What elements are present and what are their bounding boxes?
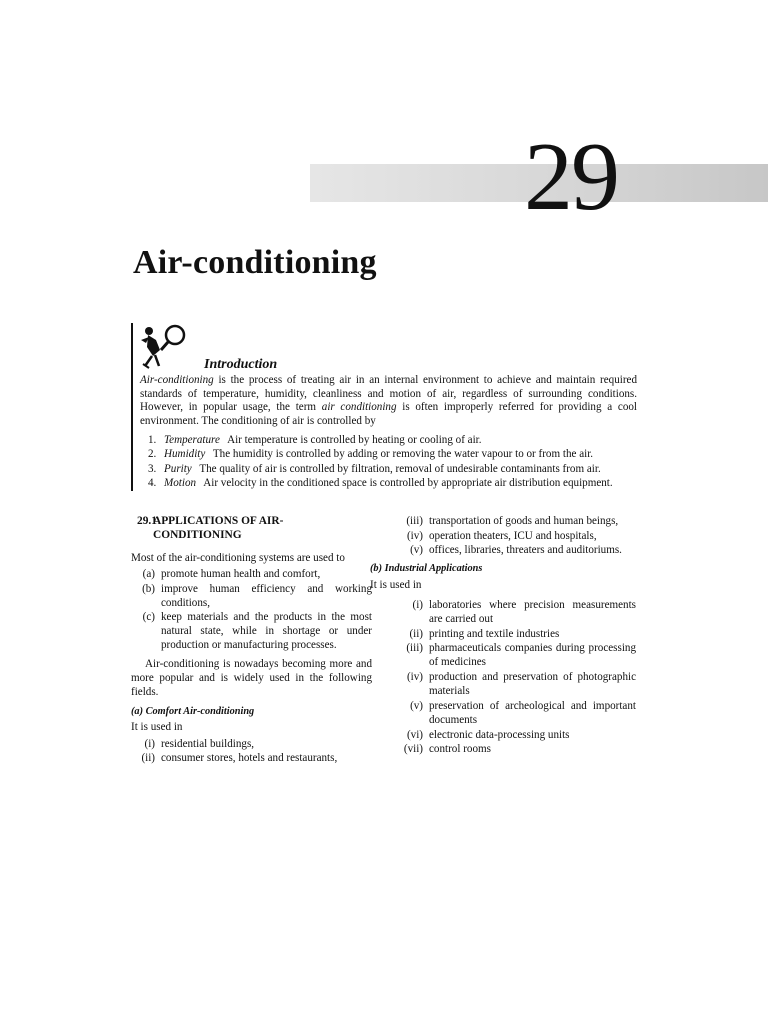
chapter-number: 29 (524, 123, 618, 231)
list-label: (iii) (406, 642, 423, 655)
left-column (131, 515, 372, 765)
list-text: electronic data-processing units (429, 728, 570, 741)
comfort-list (131, 737, 372, 765)
intro-list-item (148, 433, 613, 447)
list-item (370, 742, 636, 756)
section-heading (137, 515, 372, 542)
list-label: (ii) (141, 751, 155, 764)
list-text: consumer stores, hotels and restaurants, (161, 751, 338, 764)
section-lead: Most of the air-conditioning systems are used to (131, 552, 345, 565)
intro-rule (131, 323, 133, 491)
list-text: preservation of archeological and important documents (429, 699, 636, 726)
list-item (131, 610, 372, 653)
intro-text-1: is the process of treating air in an internal environment to achieve and maintain required standards of temperature, humidity, cleanliness and motion of air, regardless of surrounding conditions. However, in popular usage, the term (140, 374, 637, 414)
list-label: (i) (412, 598, 423, 611)
intro-term: Air-conditioning (140, 374, 214, 386)
list-label: (v) (410, 699, 423, 712)
industrial-lead: It is used in (370, 578, 422, 591)
list-label: (a) (142, 568, 155, 581)
list-item (370, 641, 636, 669)
list-item (370, 627, 636, 641)
comfort-lead: It is used in (131, 721, 183, 734)
list-label: (vi) (406, 728, 423, 741)
intro-paragraph (140, 374, 637, 428)
intro-list-text: The quality of air is controlled by filtration, removal of undesirable contaminants from air. (199, 462, 601, 475)
list-text: laboratories where precision measurements are carried out (429, 598, 636, 625)
list-item (370, 728, 636, 742)
intro-term-2: air conditioning (321, 401, 397, 414)
industrial-list (370, 598, 636, 757)
intro-list-text: Air velocity in the conditioned space is controlled by appropriate air distribution equipment. (203, 477, 613, 490)
list-text: printing and textile industries (429, 627, 560, 640)
comfort-heading: (a) Comfort Air-conditioning (131, 706, 255, 718)
intro-list-text: The humidity is controlled by adding or removing the water vapour to or from the air. (212, 448, 594, 461)
intro-list-item (148, 447, 613, 461)
intro-list-number: 2. (148, 448, 157, 461)
chapter-title: Air-conditioning (133, 244, 377, 281)
list-text: transportation of goods and human beings, (429, 515, 619, 527)
list-label: (iv) (406, 529, 423, 542)
list-text: offices, libraries, threaters and auditoriums. (429, 544, 622, 557)
intro-list-item (148, 476, 613, 490)
section-number: 29.1 (137, 515, 157, 527)
list-item (370, 699, 636, 727)
list-item (370, 514, 638, 528)
intro-list-term: Purity (164, 462, 192, 475)
intro-text-2: is often improperly referred for providing a cool environment. The conditioning of air is controlled by (140, 401, 638, 427)
list-item (370, 670, 636, 698)
intro-heading: Introduction (204, 357, 278, 372)
list-label: (ii) (409, 627, 423, 640)
list-item (370, 543, 638, 557)
list-text: operation theaters, ICU and hospitals, (429, 529, 597, 542)
intro-list-number: 3. (148, 462, 157, 475)
list-text: improve human efficiency and working conditions, (161, 582, 372, 609)
right-column (370, 514, 638, 757)
comfort-list-continued (370, 514, 638, 557)
intro-list-item (148, 462, 613, 476)
section-title: APPLICATIONS OF AIR-CONDITIONING (153, 515, 284, 541)
list-text: promote human health and comfort, (161, 568, 321, 581)
list-item (370, 529, 638, 543)
intro-list-text: Air temperature is controlled by heating or cooling of air. (227, 434, 482, 446)
intro-list (148, 433, 613, 491)
list-label: (iv) (406, 670, 423, 683)
intro-list-number: 1. (148, 434, 157, 446)
list-text: control rooms (429, 743, 491, 756)
list-label: (iii) (406, 515, 423, 527)
intro-list-term: Temperature (164, 434, 220, 446)
list-item (131, 582, 372, 610)
list-label: (b) (142, 582, 155, 595)
intro-list-number: 4. (148, 477, 157, 490)
list-label: (i) (144, 737, 155, 750)
list-item (131, 737, 372, 751)
list-label: (c) (142, 611, 155, 623)
list-label: (v) (410, 544, 423, 557)
magnifier-figure-icon (137, 320, 189, 370)
uses-list (131, 567, 372, 652)
intro-list-term: Motion (164, 477, 197, 490)
list-item (370, 598, 636, 626)
list-item (131, 751, 372, 765)
list-text: keep materials and the products in the most natural state, while in shortage or under production or manufacturing processes. (161, 611, 372, 652)
list-text: residential buildings, (161, 737, 255, 750)
list-text: production and preservation of photographic materials (429, 670, 636, 698)
section-paragraph: Air-conditioning is nowadays becoming more and more popular and is widely used in the following fields. (131, 657, 372, 699)
list-item (131, 567, 372, 581)
intro-list-term: Humidity (164, 448, 206, 461)
list-label: (vii) (403, 743, 423, 756)
list-text: pharmaceuticals companies during processing of medicines (429, 642, 636, 669)
industrial-heading: (b) Industrial Applications (370, 563, 483, 575)
